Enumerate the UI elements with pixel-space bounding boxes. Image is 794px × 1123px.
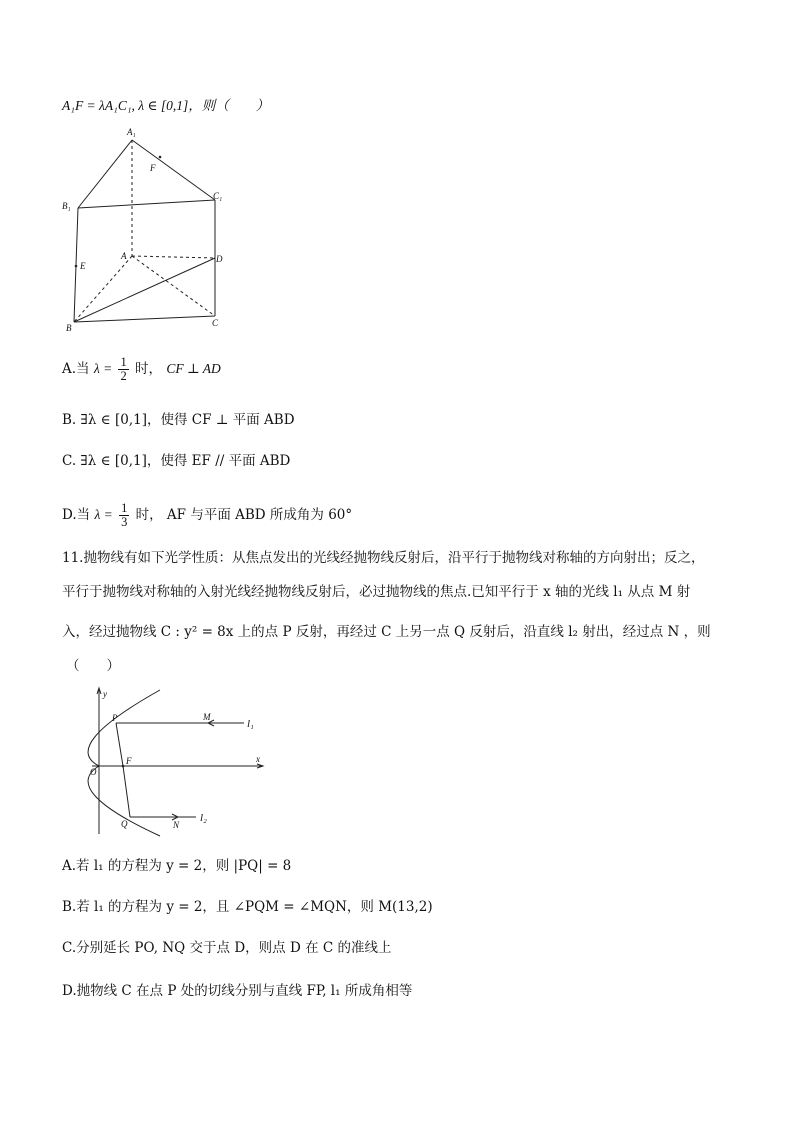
label-C1: C₁ (213, 191, 223, 201)
q11-stem-line-4: （ ） (66, 658, 120, 674)
label-A1: A₁ (127, 127, 136, 137)
label-C: C (212, 318, 219, 328)
q10-option-c: C. ∃λ ∈ [0,1]，使得 EF // 平面 ABD (62, 453, 291, 469)
label-F: F (126, 756, 132, 766)
label-P: P (112, 713, 118, 723)
q11-option-d: D.抛物线 C 在点 P 处的切线分别与直线 FP, l₁ 所成角相等 (62, 983, 413, 999)
q10-option-b: B. ∃λ ∈ [0,1]，使得 CF ⊥ 平面 ABD (62, 412, 295, 428)
label-B1: B₁ (62, 201, 71, 211)
q10-option-a: A.当 λ = $\frac{1}{2}$ 时， CF ⊥ AD (62, 355, 221, 383)
q11-option-c: C.分别延长 PO, NQ 交于点 D，则点 D 在 C 的准线上 (62, 940, 392, 956)
q11-stem-line-1: 11.抛物线有如下光学性质：从焦点发出的光线经抛物线反射后，沿平行于抛物线对称轴的方向射出；反之， (62, 550, 705, 566)
label-Q: Q (121, 819, 128, 829)
q10-stem: A₁F = λA₁C₁, λ ∈ [0,1]，则（ ） (62, 98, 270, 113)
label-B: B (66, 323, 72, 333)
label-D: D (216, 254, 223, 264)
label-y: y (103, 689, 107, 699)
q11-stem-line-3: 入，经过抛物线 C : y² = 8x 上的点 P 反射，再经过 C 上另一点 Q 反射后，沿直线 l₂ 射出，经过点 N ，则 (62, 624, 711, 640)
label-l2: l₂ (200, 812, 207, 824)
label-x: x (256, 754, 260, 764)
label-M: M (203, 712, 211, 722)
q10-option-d: D.当 λ = $\frac{1}{3}$ 时， AF 与平面 ABD 所成角为 60° (62, 501, 353, 529)
label-A: A (121, 251, 127, 261)
q11-option-a: A.若 l₁ 的方程为 y = 2，则 |PQ| = 8 (62, 858, 292, 874)
q11-stem-line-2: 平行于抛物线对称轴的入射光线经抛物线反射后，必过抛物线的焦点.已知平行于 x 轴的光线 l₁ 从点 M 射 (62, 584, 691, 600)
label-F: F (150, 163, 156, 173)
label-O: O (90, 767, 97, 777)
label-E: E (80, 261, 86, 271)
q11-option-b: B.若 l₁ 的方程为 y = 2，且 ∠PQM = ∠MQN，则 M(13,2) (62, 899, 433, 915)
label-N: N (173, 820, 180, 830)
label-l1: l₁ (247, 718, 254, 730)
